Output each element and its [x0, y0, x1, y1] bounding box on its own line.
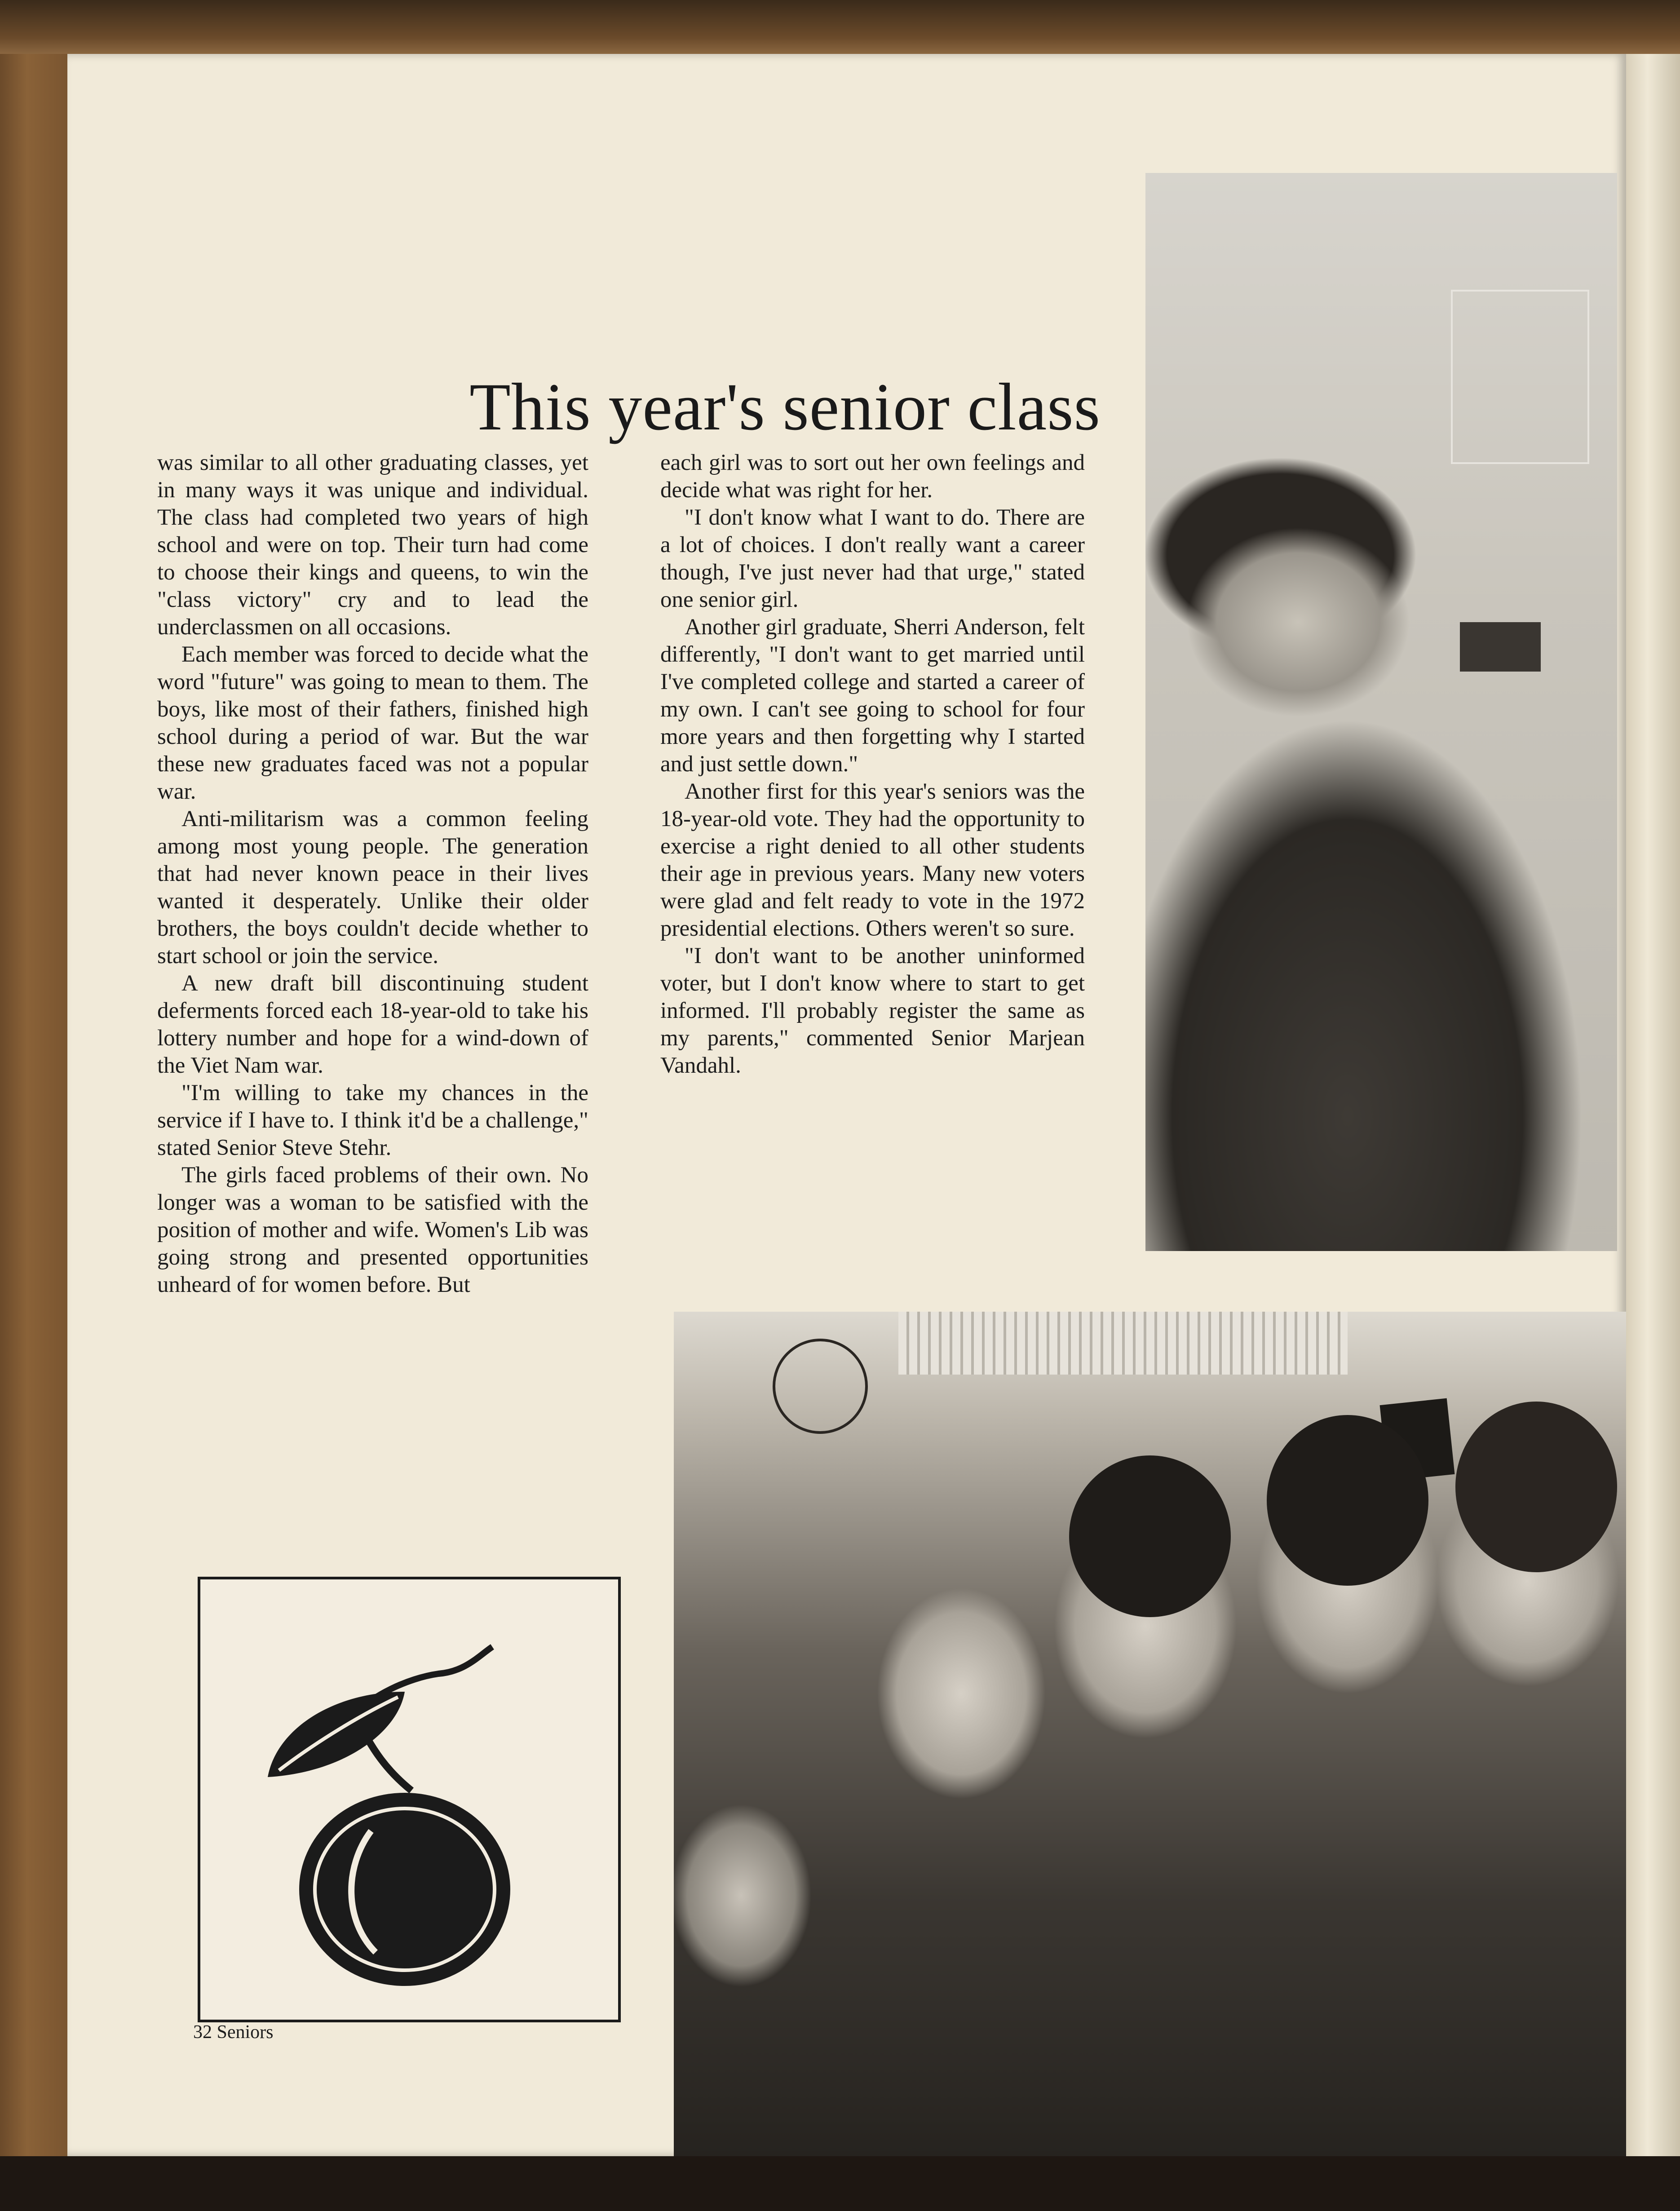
wall-picture: [1460, 622, 1541, 672]
paragraph: A new draft bill discontinuing student deferments forced each 18-year-old to take his lottery number and hope for a wind-down of the Viet Nam war.: [157, 971, 588, 1078]
wall-frame: [1451, 290, 1589, 464]
paragraph: "I'm willing to take my chances in the service if I have to. I think it'd be a challenge," stated Senior Steve Stehr.: [157, 1080, 588, 1160]
apple-icon: [200, 1579, 618, 2020]
article-column-left: [157, 449, 588, 1299]
hair-dark: [1069, 1455, 1231, 1617]
paragraph: Another girl graduate, Sherri Anderson, felt differently, "I don't want to get married until I've completed college and started a career of my own. I can't see going to school for four more years and then forgetting why I started and just settle down.": [660, 615, 1085, 777]
article-headline: This year's senior class: [469, 370, 1101, 444]
paragraph: "I don't know what I want to do. There are a lot of choices. I don't really want a career though, I've just never had that urge," stated one senior girl.: [660, 505, 1085, 612]
binding-spine: [0, 54, 67, 2211]
paragraph: was similar to all other graduating classes, yet in many ways it was unique and individual. The class had completed two years of high school and were on top. Their turn had come to choose their kings and queens, to win the "class victory" cry and to lead the underclassmen on all occasions.: [157, 450, 588, 640]
page-footer-label: 32 Seniors: [193, 2022, 274, 2043]
page-right-edge: [1626, 54, 1680, 2156]
scan-top-frame: [0, 0, 1680, 54]
paragraph: "I don't want to be another uninformed voter, but I don't know where to start to get informed. I'll probably register the same as my parents," commented Senior Marjean Vandahl.: [660, 943, 1085, 1078]
students-group-photo: [674, 1312, 1626, 2156]
window-curtain: [898, 1312, 1348, 1375]
paragraph: Each member was forced to decide what the word "future" was going to mean to them. The boys, like most of their fathers, finished high school during a period of war. But the war these new graduates faced was not a popular war.: [157, 642, 588, 804]
paragraph: each girl was to sort out her own feelings and decide what was right for her.: [660, 450, 1085, 503]
article-column-right: [660, 449, 1085, 1079]
paragraph: Another first for this year's seniors was the 18-year-old vote. They had the opportunity to exercise a right denied to all other students their age in previous years. Many new voters were glad and felt ready to vote in the 1972 presidential elections. Others weren't so sure.: [660, 779, 1085, 941]
scan-bottom-frame: [0, 2156, 1680, 2211]
paragraph: Anti-militarism was a common feeling among most young people. The generation that had never known peace in their lives wanted it desperately. Unlike their older brothers, the boys couldn't decide whether to start school or join the service.: [157, 806, 588, 968]
hair-dark: [1267, 1415, 1428, 1586]
hair-dark: [1455, 1402, 1617, 1572]
wall-wheel-decoration: [773, 1339, 868, 1434]
paragraph: The girls faced problems of their own. No longer was a woman to be satisfied with the position of mother and wife. Women's Lib was going strong and presented opportunities unheard of for women before. But: [157, 1163, 588, 1297]
student-portrait-photo: [1145, 173, 1617, 1251]
apple-illustration: [198, 1577, 621, 2022]
